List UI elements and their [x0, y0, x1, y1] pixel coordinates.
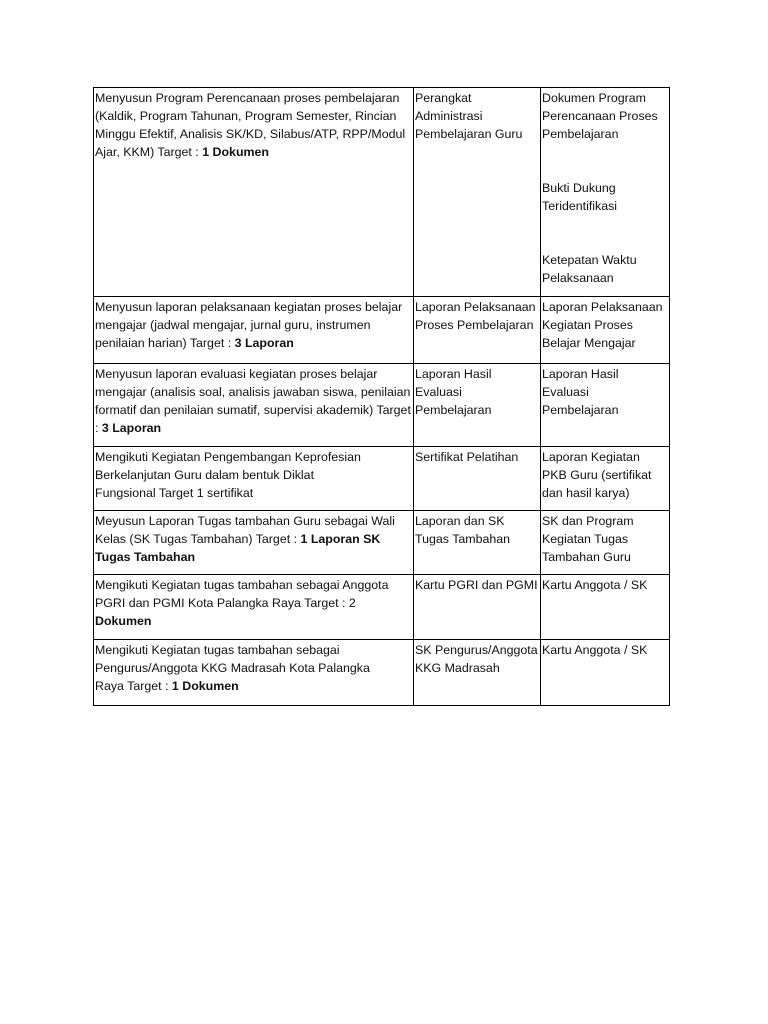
indicator-cell: [541, 297, 670, 364]
activity-cell: [94, 575, 414, 640]
activity-cell: [94, 511, 414, 575]
output-cell: [414, 575, 541, 640]
indicator-text: Bukti Dukung Teridentifikasi: [542, 181, 618, 213]
indicator-text: Laporan Hasil Evaluasi Pembelajaran: [542, 367, 619, 417]
table-row: [94, 640, 670, 706]
output-cell: [414, 511, 541, 575]
output-cell: [414, 297, 541, 364]
output-text: Perangkat Administrasi Pembelajaran Guru: [415, 91, 523, 141]
document-table: [93, 87, 670, 706]
indicator-text: Dokumen Program Perencanaan Proses Pembelajaran: [542, 91, 658, 141]
output-text: Laporan dan SK Tugas Tambahan: [415, 514, 511, 546]
indicator-text: Laporan Pelaksanaan Kegiatan Proses Belajar Mengajar: [542, 300, 663, 350]
output-cell: [414, 447, 541, 511]
activity-text: Fungsional Target 1 sertifikat: [95, 486, 254, 500]
activity-cell: [94, 297, 414, 364]
activity-cell: [94, 447, 414, 511]
indicator-text: SK dan Program Kegiatan Tugas Tambahan Guru: [542, 514, 634, 564]
table-row: [94, 511, 670, 575]
output-cell: [414, 364, 541, 447]
table-row: [94, 364, 670, 447]
indicator-cell: [541, 364, 670, 447]
activity-cell: [94, 364, 414, 447]
indicator-text: Kartu Anggota / SK: [542, 578, 648, 592]
target-text: 3 Laporan: [101, 421, 162, 435]
indicator-cell: [541, 88, 670, 297]
output-text: SK Pengurus/Anggota KKG Madrasah: [415, 643, 538, 675]
table-row: [94, 447, 670, 511]
activity-text: Menyusun laporan evaluasi kegiatan proses belajar mengajar (analisis soal, analisis jawaban siswa, penilaian formatif dan penilaian sumatif, supervisi akademik) Target :: [95, 367, 411, 435]
activity-cell: [94, 640, 414, 706]
indicator-cell: [541, 447, 670, 511]
activity-text: Meyusun Laporan Tugas tambahan Guru sebagai Wali Kelas (SK Tugas Tambahan) Target :: [95, 514, 395, 546]
output-text: Sertifikat Pelatihan: [415, 450, 519, 464]
indicator-text: Laporan Kegiatan PKB Guru (sertifikat dan hasil karya): [542, 450, 652, 500]
activity-text: Menyusun laporan pelaksanaan kegiatan proses belajar mengajar (jadwal mengajar, jurnal guru, instrumen penilaian harian) Target :: [95, 300, 403, 350]
indicator-text: Kartu Anggota / SK: [542, 643, 648, 657]
indicator-cell: [541, 640, 670, 706]
activity-text: Mengikuti Kegiatan tugas tambahan sebagai Pengurus/Anggota KKG Madrasah Kota Palangka: [95, 643, 370, 675]
target-text: 1 Dokumen: [202, 145, 269, 159]
table-row: [94, 575, 670, 640]
output-text: Laporan Hasil Evaluasi Pembelajaran: [415, 367, 492, 417]
activity-text: Mengikuti Kegiatan tugas tambahan sebagai Anggota PGRI dan PGMI Kota Palangka Raya Target : 2: [95, 578, 389, 610]
activity-text: Mengikuti Kegiatan Pengembangan Keprofesian Berkelanjutan Guru dalam bentuk Diklat: [95, 450, 361, 482]
target-text: 1 Laporan SK Tugas Tambahan: [95, 532, 381, 564]
indicator-cell: [541, 575, 670, 640]
target-text: Dokumen: [95, 614, 152, 628]
table-row: [94, 297, 670, 364]
activity-text: Raya Target :: [95, 679, 172, 693]
target-text: 3 Laporan: [234, 336, 294, 350]
indicator-cell: [541, 511, 670, 575]
activity-cell: [94, 88, 414, 297]
output-cell: [414, 640, 541, 706]
activity-text: Menyusun Program Perencanaan proses pembelajaran (Kaldik, Program Tahunan, Program Semester, Rincian Minggu Efektif, Analisis SK/KD, Silabus/ATP, RPP/Modul Ajar, KKM) Target :: [95, 91, 406, 159]
output-text: Kartu PGRI dan PGMI: [415, 578, 538, 592]
target-text: 1 Dokumen: [171, 679, 239, 693]
output-cell: [414, 88, 541, 297]
output-text: Laporan Pelaksanaan Proses Pembelajaran: [415, 300, 536, 332]
indicator-text: Ketepatan Waktu Pelaksanaan: [542, 253, 637, 285]
table-row: [94, 88, 670, 297]
